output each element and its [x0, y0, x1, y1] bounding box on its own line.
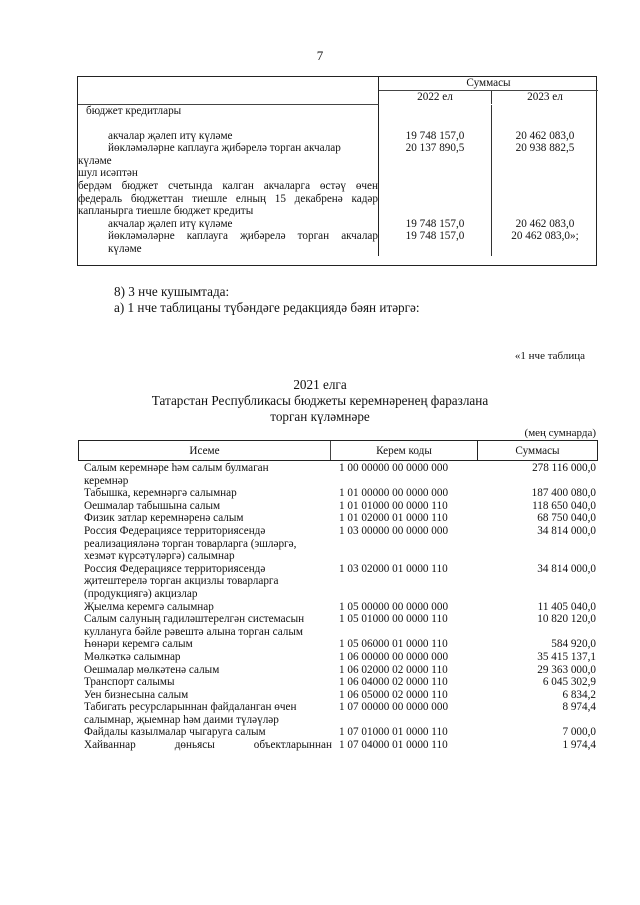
row-label: күләме: [78, 243, 379, 256]
table-title-year: 2021 елга: [293, 377, 347, 392]
revenue-sum: 7 000,0: [562, 726, 596, 739]
table1-row: [78, 167, 598, 180]
table-reference: «1 нче таблица: [514, 350, 585, 362]
revenue-name: керемнәр: [84, 474, 129, 487]
table-row: [84, 538, 598, 551]
revenue-code: 1 07 00000 00 0000 000: [339, 701, 449, 714]
table1-body: [78, 105, 598, 256]
table-row: [84, 651, 598, 664]
revenue-code: 1 05 06000 01 0000 110: [339, 638, 448, 651]
revenue-code: [332, 475, 509, 488]
table-row: [84, 676, 598, 689]
value-2023: [492, 105, 598, 118]
units-note: (мең сумнарда): [524, 427, 596, 439]
revenue-code: 1 01 00000 00 0000 000: [339, 487, 449, 500]
table-title-line-2: Татарстан Республикасы бюджеты керемнәренең фаразлана: [151, 393, 489, 408]
revenue-sum: 1 974,4: [562, 739, 596, 752]
revenue-name: Табигать ресурсларыннан файдаланган өчен: [84, 701, 297, 714]
row-label: бердәм бюджет счетында калган акчаларга өстәү өчен: [78, 179, 378, 192]
revenue-sum: 29 363 000,0: [537, 663, 596, 676]
table1-header-sum: Суммасы: [379, 77, 598, 91]
revenue-code: [332, 588, 509, 601]
table1-row: [78, 142, 598, 155]
value-2023: [492, 155, 598, 168]
table-row: [84, 701, 598, 714]
table-row: [84, 626, 598, 639]
table-row: [84, 638, 598, 651]
table1-row: [78, 193, 598, 206]
value-2023: [492, 205, 598, 218]
table-row: [84, 588, 598, 601]
revenue-name: Россия Федерациясе территориясендә: [84, 562, 266, 575]
column-header-code: Керем коды: [331, 441, 478, 460]
revenue-name: салымнар, җыемнар һәм даими түләүләр: [84, 713, 279, 726]
table1-row: [78, 230, 598, 243]
revenue-sum: 34 814 000,0: [537, 562, 596, 575]
value-2023: [492, 118, 598, 130]
table1-row: [78, 218, 598, 231]
value-2023: 20 462 083,0: [515, 217, 575, 230]
revenue-code: 1 05 00000 00 0000 000: [339, 600, 449, 613]
table-row: [84, 550, 598, 563]
revenue-sum: [509, 550, 598, 563]
revenue-name: Файдалы казылмалар чыгаруга салым: [84, 726, 266, 739]
revenue-code: 1 03 00000 00 0000 000: [339, 524, 449, 537]
value-2022: 20 137 890,5: [379, 142, 492, 155]
value-2023: [492, 243, 598, 256]
value-2023: 20 938 882,5: [515, 142, 575, 155]
row-label: йөкләмәләрне каплауга җибәрелә торган акчалар: [78, 142, 379, 155]
table-row: [84, 726, 598, 739]
revenue-name: Физик затлар керемнәренә салым: [84, 512, 244, 525]
revenue-name: куллануга бәйле рәвештә алына торган салым: [84, 625, 303, 638]
revenue-code: 1 05 01000 00 0000 110: [339, 613, 448, 626]
revenue-name: (продукциягә) акцизлар: [84, 587, 198, 600]
value-2022: [379, 118, 492, 130]
value-2023: [492, 180, 598, 193]
revenue-name: Һөнәри керемгә салым: [84, 638, 193, 651]
row-label: федераль бюджеттан тиешле елның 15 декабренә кадәр: [78, 192, 378, 205]
table1-row: [78, 243, 598, 256]
revenue-code: [332, 626, 509, 639]
revenue-sum: 8 974,4: [562, 701, 596, 714]
revenue-sum: [509, 475, 598, 488]
table1-row: [78, 205, 598, 218]
table-row: [84, 563, 598, 576]
value-2022: [379, 155, 492, 168]
table1-header-blank: [78, 77, 379, 105]
table-row: [84, 500, 598, 513]
revenue-sum: 118 650 040,0: [532, 499, 596, 512]
revenue-sum: 35 415 137,1: [537, 650, 596, 663]
value-2022: 19 748 157,0: [379, 218, 492, 231]
value-2022: [379, 167, 492, 180]
revenue-sum: [509, 575, 598, 588]
value-2023: 20 462 083,0: [515, 129, 575, 142]
revenue-sum: 68 750 040,0: [537, 512, 596, 525]
table1-row: [78, 118, 598, 130]
table-row: [84, 601, 598, 614]
revenue-name: Табышка, керемнәргә салымнар: [84, 487, 237, 500]
revenue-name: Россия Федерациясе территориясендә: [84, 524, 266, 537]
revenue-code: 1 06 00000 00 0000 000: [339, 650, 449, 663]
revenue-code: 1 06 05000 02 0000 110: [339, 688, 448, 701]
revenue-sum: [509, 588, 598, 601]
value-2022: [379, 205, 492, 218]
column-header-name: Исеме: [79, 441, 331, 460]
table1-row: [78, 155, 598, 168]
value-2022: 19 748 157,0: [379, 130, 492, 143]
value-2023: 20 462 083,0»;: [511, 230, 579, 243]
table1-header-year-2023: 2023 ел: [527, 91, 563, 103]
revenue-table-body: [84, 462, 598, 752]
row-label: [78, 118, 379, 130]
page-number: 7: [316, 48, 324, 63]
revenue-sum: 10 820 120,0: [537, 613, 596, 626]
table-row: [84, 664, 598, 677]
row-label: акчалар җәлеп итү күләме: [78, 218, 379, 231]
revenue-code: 1 07 01000 01 0000 110: [339, 726, 448, 739]
paragraph-table-1-edit: а) 1 нче таблицаны түбәндәге редакциядә бәян итәргә:: [114, 300, 420, 315]
revenue-sum: 6 834,2: [562, 688, 596, 701]
revenue-name: Салым салуның гадиләштерелгән системасын: [84, 613, 305, 626]
table1-row: [78, 180, 598, 193]
revenue-name: Уен бизнесына салым: [84, 688, 189, 701]
row-label: капланырга тиешле бюджет кредиты: [78, 205, 379, 218]
table-row: [84, 462, 598, 475]
table-row: [84, 512, 598, 525]
revenue-code: 1 06 04000 02 0000 110: [339, 676, 448, 689]
table-row: [84, 575, 598, 588]
value-2022: [379, 243, 492, 256]
value-2022: [379, 105, 492, 118]
row-label: йөкләмәләрне каплауга җибәрелә торган акчалар: [78, 230, 379, 243]
revenue-sum: 34 814 000,0: [537, 524, 596, 537]
row-label: бюджет кредитлары: [78, 105, 379, 118]
value-2022: [379, 180, 492, 193]
revenue-code: 1 01 01000 00 0000 110: [339, 499, 448, 512]
table1-row: [78, 105, 598, 118]
revenue-code: [332, 714, 509, 727]
table-title-line-3: торган күләмнәре: [270, 409, 370, 424]
table1-header-year-2022: 2022 ел: [379, 91, 492, 104]
column-header-sum: Суммасы: [515, 444, 560, 457]
revenue-name: реализацияләнә торган товарларга (эшләргә,: [84, 537, 297, 550]
revenue-sum: 6 045 302,9: [542, 676, 596, 689]
revenue-name: Транспорт салымы: [84, 676, 175, 689]
revenue-code: 1 03 02000 01 0000 110: [339, 562, 448, 575]
revenue-code: 1 00 00000 00 0000 000: [339, 462, 449, 474]
revenue-code: 1 06 02000 02 0000 110: [339, 663, 448, 676]
revenue-sum: 187 400 080,0: [531, 487, 596, 500]
revenue-name: Салым керемнәре һәм салым булмаган: [84, 462, 269, 474]
table-row: [84, 689, 598, 702]
revenue-name: Хайваннар дөньясы объектларыннан: [84, 739, 332, 752]
revenue-sum: 584 920,0: [551, 638, 596, 651]
revenue-name: Оешмалар мөлкәтенә салым: [84, 663, 220, 676]
revenue-code: [332, 550, 509, 563]
revenue-code: [332, 538, 509, 551]
revenue-code: 1 07 04000 01 0000 110: [339, 739, 448, 752]
table-row: [84, 739, 598, 752]
table1-row: [78, 130, 598, 143]
revenue-name: Җыелма керемгә салымнар: [84, 600, 214, 613]
value-2022: [379, 193, 492, 206]
revenue-name: хезмәт күрсәтүләргә) салымнар: [84, 550, 235, 563]
value-2022: 19 748 157,0: [379, 230, 492, 243]
revenue-sum: 11 405 040,0: [537, 600, 596, 613]
revenue-name: җитештерелә торган акцизлы товарларга: [84, 575, 279, 588]
row-label: акчалар җәлеп итү күләме: [78, 130, 379, 143]
revenue-table-header: [78, 440, 598, 461]
budget-credits-table: [77, 76, 597, 266]
revenue-code: [332, 575, 509, 588]
revenue-name: Мөлкәткә салымнар: [84, 650, 181, 663]
value-2023: [492, 167, 598, 180]
table-row: [84, 525, 598, 538]
revenue-sum: [509, 714, 598, 727]
row-label: шул исәптән: [78, 167, 379, 180]
value-2023: [492, 193, 598, 206]
table-row: [84, 487, 598, 500]
table-row: [84, 714, 598, 727]
table-row: [84, 613, 598, 626]
revenue-code: 1 01 02000 01 0000 110: [339, 512, 448, 525]
row-label: күләме: [78, 155, 379, 168]
revenue-sum: [509, 538, 598, 551]
table-row: [84, 475, 598, 488]
revenue-sum: 278 116 000,0: [532, 462, 596, 474]
revenue-name: Оешмалар табышына салым: [84, 499, 221, 512]
paragraph-appendix-3: 8) 3 нче кушымтада:: [114, 284, 230, 299]
revenue-sum: [509, 626, 598, 639]
